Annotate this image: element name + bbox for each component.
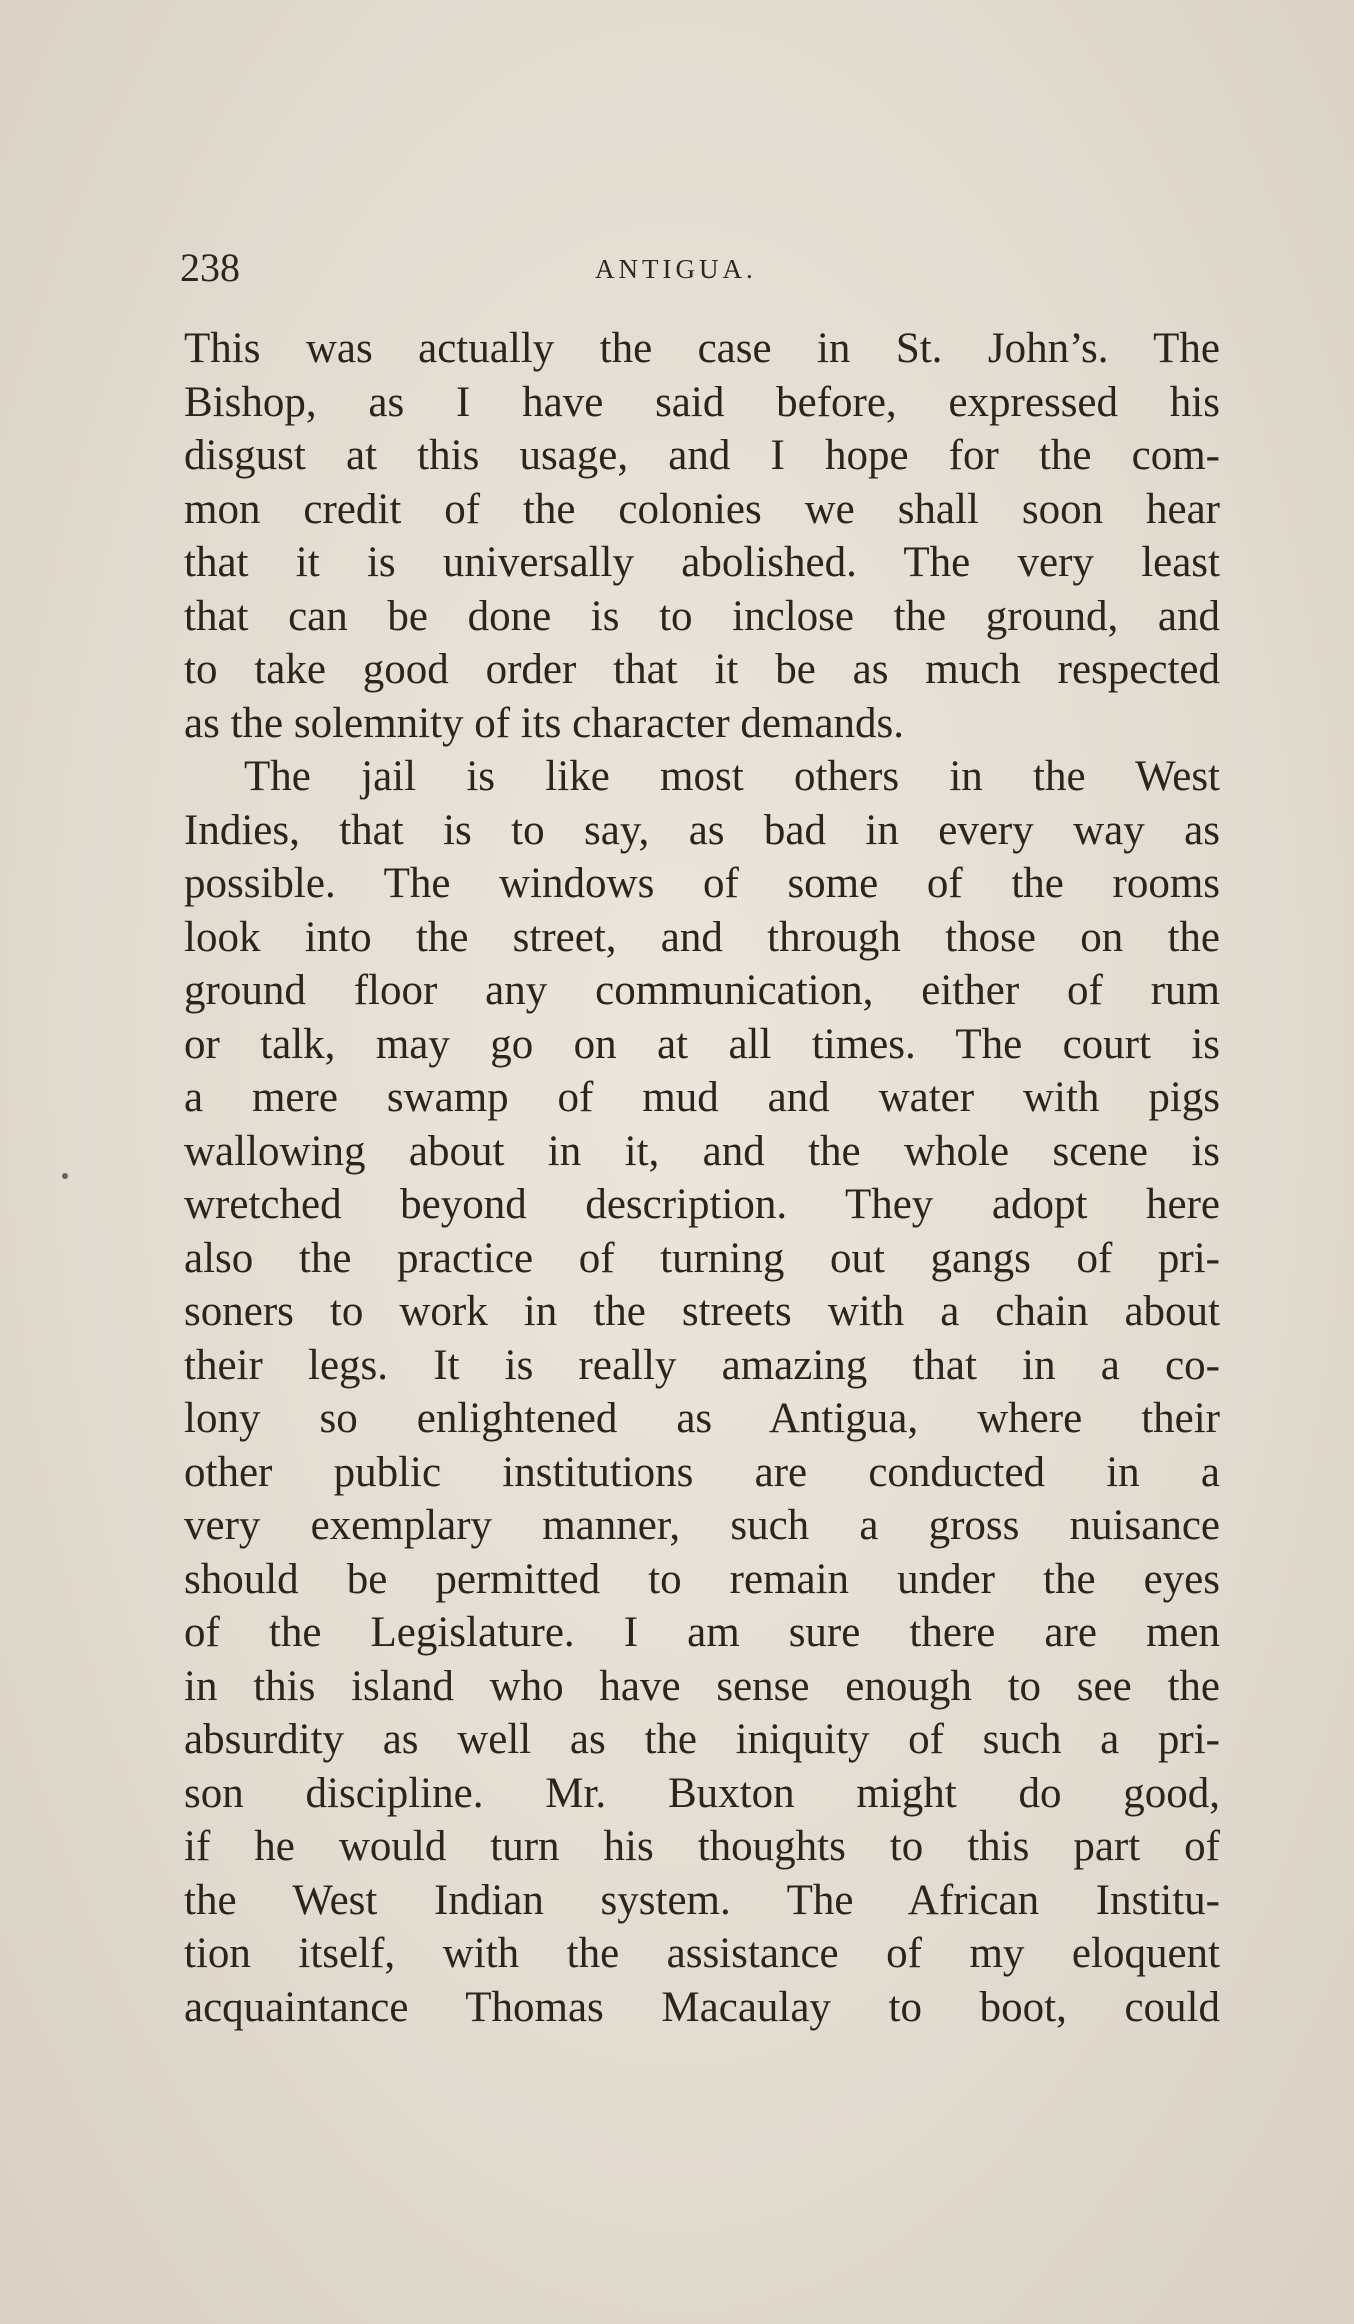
text-line: Bishop, as I have said before, expressed his xyxy=(184,378,1220,426)
text-line: as the solemnity of its character demands. xyxy=(184,699,905,747)
text-line: The jail is like most others in the West xyxy=(244,753,1220,800)
text-line: their legs. It is really amazing that in a co- xyxy=(184,1341,1220,1389)
text-line: disgust at this usage, and I hope for the com- xyxy=(184,432,1220,479)
text-line: if he would turn his thoughts to this part of xyxy=(184,1823,1220,1870)
text-line: or talk, may go on at all times. The court is xyxy=(184,1020,1220,1068)
text-line: also the practice of turning out gangs of pri- xyxy=(184,1234,1220,1282)
text-line: mon credit of the colonies we shall soon hear xyxy=(184,485,1220,533)
text-line: wallowing about in it, and the whole scene is xyxy=(184,1127,1220,1175)
text-line: acquaintance Thomas Macaulay to boot, could xyxy=(184,1983,1220,2031)
running-head xyxy=(180,245,1230,290)
text-line: the West Indian system. The African Institu- xyxy=(184,1876,1220,1924)
text-line: of the Legislature. I am sure there are men xyxy=(184,1609,1220,1656)
running-title: ANTIGUA. xyxy=(595,254,757,284)
text-line: wretched beyond description. They adopt here xyxy=(184,1181,1220,1228)
text-line: a mere swamp of mud and water with pigs xyxy=(184,1074,1220,1121)
text-line: soners to work in the streets with a chain about xyxy=(184,1288,1220,1335)
text-line: This was actually the case in St. John’s. The xyxy=(184,325,1220,372)
text-line: tion itself, with the assistance of my eloquent xyxy=(184,1930,1220,1977)
text-line: ground floor any communication, either of rum xyxy=(184,967,1220,1014)
text-line: other public institutions are conducted in a xyxy=(184,1448,1220,1496)
body-text xyxy=(184,322,1220,2034)
text-line: look into the street, and through those on the xyxy=(184,913,1220,961)
text-line: that can be done is to inclose the ground, and xyxy=(184,592,1220,640)
text-line: to take good order that it be as much respected xyxy=(184,646,1220,693)
text-line: son discipline. Mr. Buxton might do good, xyxy=(184,1769,1220,1817)
paragraph-1 xyxy=(184,322,1220,750)
ink-speck xyxy=(62,1173,68,1179)
page-number: 238 xyxy=(180,245,240,290)
text-line: absurdity as well as the iniquity of such a pri- xyxy=(184,1716,1220,1763)
text-line: lony so enlightened as Antigua, where their xyxy=(184,1395,1220,1442)
text-line: should be permitted to remain under the eyes xyxy=(184,1555,1220,1603)
text-line: very exemplary manner, such a gross nuisance xyxy=(184,1502,1220,1549)
text-line: possible. The windows of some of the rooms xyxy=(184,860,1220,907)
text-line: that it is universally abolished. The very least xyxy=(184,539,1220,586)
text-line: Indies, that is to say, as bad in every way as xyxy=(184,806,1220,854)
text-line: in this island who have sense enough to see the xyxy=(184,1662,1220,1710)
paragraph-2 xyxy=(184,750,1220,2034)
